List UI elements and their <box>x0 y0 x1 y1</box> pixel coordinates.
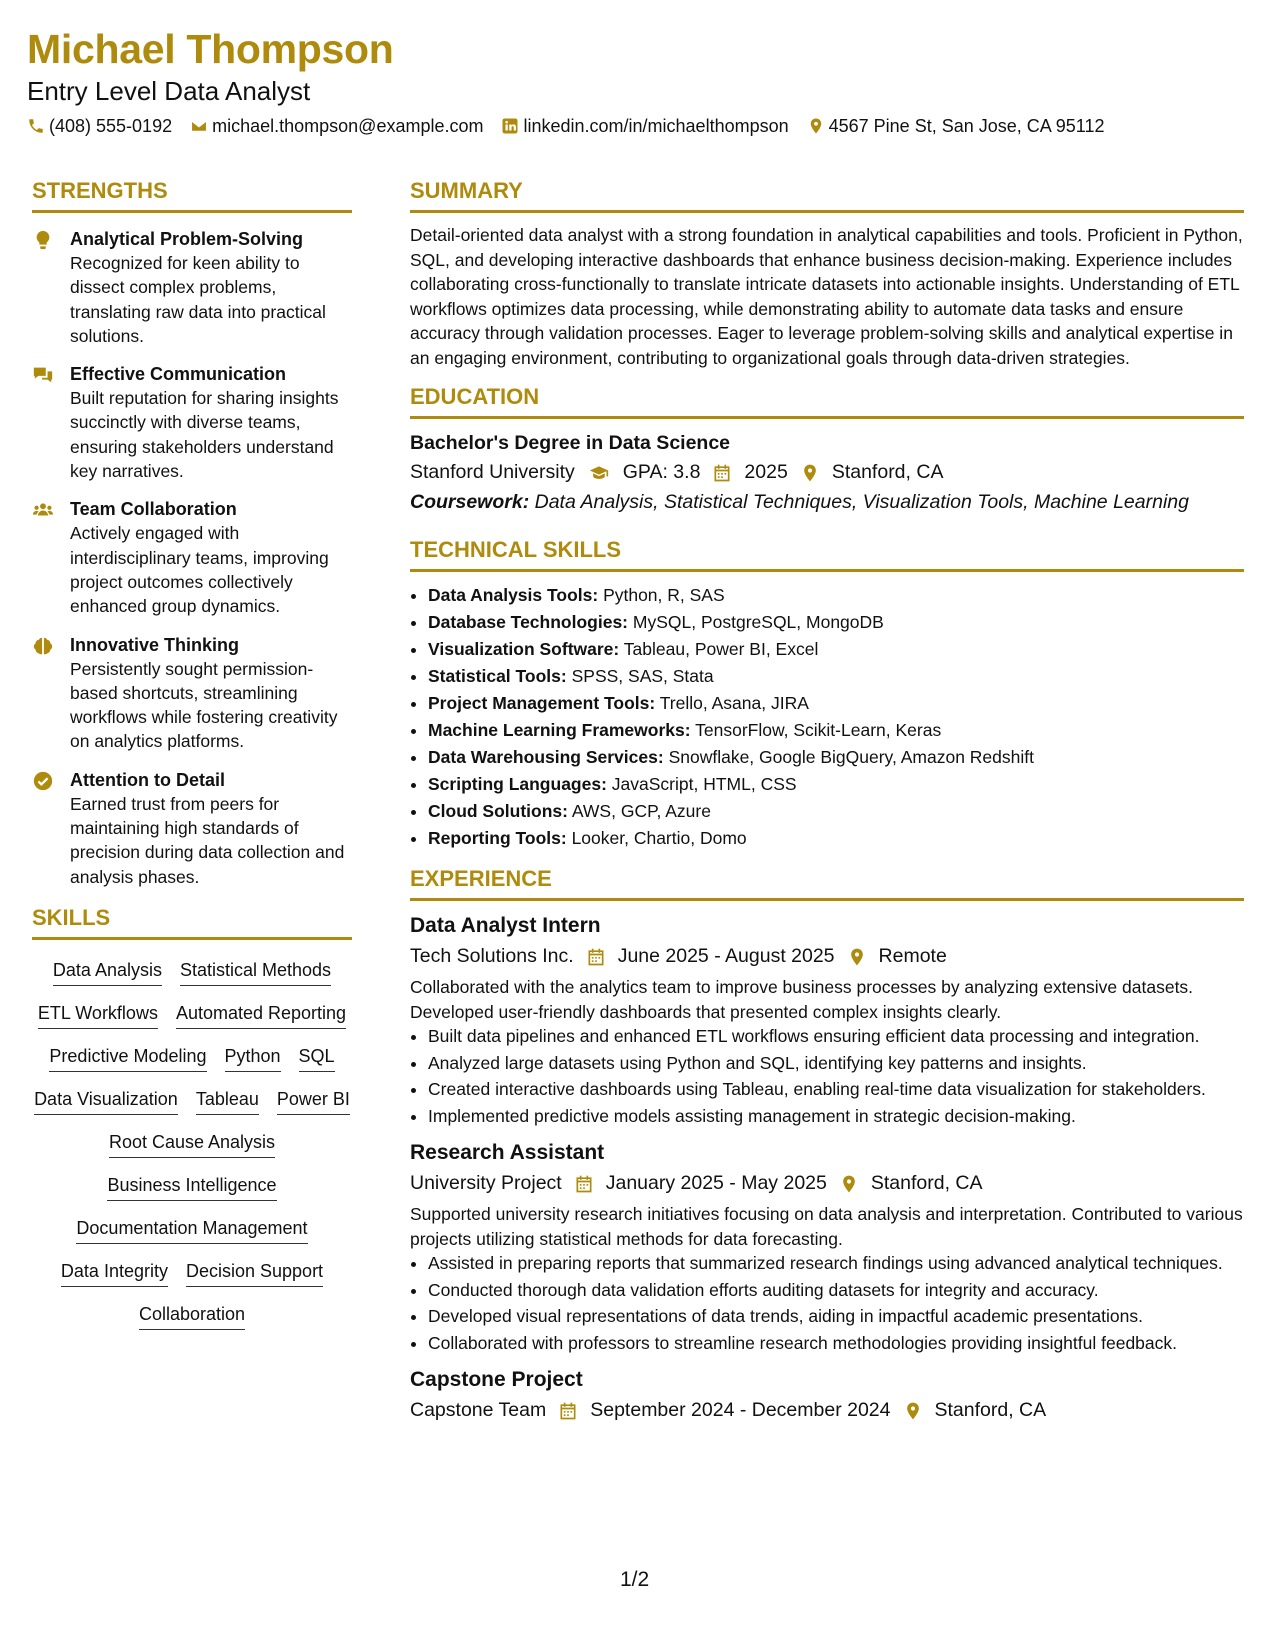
degree-title: Bachelor's Degree in Data Science <box>410 432 731 454</box>
skills-list <box>32 954 352 1330</box>
job-entry <box>410 1365 1244 1425</box>
map-pin-icon <box>839 1174 859 1194</box>
tech-label: Project Management Tools: <box>428 693 656 713</box>
phone-icon <box>27 117 45 135</box>
contact-linkedin[interactable] <box>501 114 788 138</box>
linkedin-link[interactable]: linkedin.com/in/michaelthompson <box>523 116 789 136</box>
list-item <box>428 771 1244 798</box>
skill-tag: Data Analysis <box>53 958 162 986</box>
strength-desc: Built reputation for sharing insights succinctly with diverse teams, ensuring stakeholders understand key narratives. <box>70 388 339 482</box>
skill-tag: Data Integrity <box>61 1259 168 1287</box>
contact-email[interactable] <box>190 114 483 138</box>
job-location: Remote <box>878 945 947 967</box>
job-location: Stanford, CA <box>934 1399 1047 1421</box>
tech-label: Reporting Tools: <box>428 828 567 848</box>
coursework-text: Data Analysis, Statistical Techniques, Visualization Tools, Machine Learning <box>534 491 1189 513</box>
candidate-name: Michael Thompson <box>27 26 394 72</box>
job-bullets <box>410 1024 1244 1128</box>
technical-skills-heading: TECHNICAL SKILLS <box>410 535 1244 572</box>
contact-phone <box>27 114 172 138</box>
skills-heading: SKILLS <box>32 903 352 940</box>
job-meta <box>410 1395 1244 1425</box>
tech-value: Snowflake, Google BigQuery, Amazon Redshift <box>668 747 1034 767</box>
skill-tag: Data Visualization <box>34 1087 178 1115</box>
skill-tag: ETL Workflows <box>38 1001 158 1029</box>
lightbulb-icon <box>32 229 54 251</box>
left-column <box>32 176 352 1330</box>
tech-value: JavaScript, HTML, CSS <box>611 774 797 794</box>
list-item <box>428 744 1244 771</box>
job-title: Data Analyst Intern <box>410 914 601 937</box>
list-item <box>428 663 1244 690</box>
map-pin-icon <box>800 463 820 483</box>
job-org: Capstone Team <box>410 1399 547 1421</box>
job-dates: June 2025 - August 2025 <box>617 945 835 967</box>
strength-title: Innovative Thinking <box>70 634 240 655</box>
summary-text: Detail-oriented data analyst with a strong foundation in analytical capabilities and tools. Proficient in Python, SQL, and developing interactive dashboards that enhance business decision-making. Experience includes collaborating cross-functionally to translate intricate datasets into actionable insights. Understanding of ETL workflows optimizes data processing, while demonstrating ability to automate data tasks and ensure accuracy through validation processes. Eager to leverage problem-solving skills and analytical expertise in an engaging environment, contributing to organizational goals through data-driven strategies. <box>410 225 1243 368</box>
job-meta <box>410 941 1244 971</box>
list-item: • Developed visual representations of data trends, aiding in impactful academic presentations. <box>428 1304 1244 1329</box>
experience-heading: EXPERIENCE <box>410 864 1244 901</box>
phone-text: (408) 555-0192 <box>49 116 173 136</box>
users-icon <box>32 499 54 521</box>
candidate-title: Entry Level Data Analyst <box>27 76 311 106</box>
graduation-cap-icon <box>587 463 611 483</box>
calendar-icon <box>712 463 732 483</box>
list-item: • Assisted in preparing reports that summarized research findings using advanced analytical techniques. <box>428 1251 1244 1276</box>
gpa-text: GPA: 3.8 <box>622 461 701 483</box>
skill-tag: Root Cause Analysis <box>109 1130 275 1158</box>
map-pin-icon <box>847 947 867 967</box>
tech-value: Trello, Asana, JIRA <box>659 693 809 713</box>
strength-item <box>32 633 352 754</box>
strength-item <box>32 362 352 483</box>
job-entry <box>410 1138 1244 1355</box>
job-title: Research Assistant <box>410 1141 605 1164</box>
strengths-heading: STRENGTHS <box>32 176 352 213</box>
strength-title: Attention to Detail <box>70 769 225 790</box>
job-org: Tech Solutions Inc. <box>410 945 574 967</box>
list-item <box>428 582 1244 609</box>
tech-label: Machine Learning Frameworks: <box>428 720 691 740</box>
school-name: Stanford University <box>410 461 575 483</box>
tech-value: Tableau, Power BI, Excel <box>623 639 819 659</box>
tech-label: Statistical Tools: <box>428 666 567 686</box>
tech-value: SPSS, SAS, Stata <box>571 666 714 686</box>
summary-heading: SUMMARY <box>410 176 1244 213</box>
education-meta <box>410 457 1244 487</box>
skill-tag: Statistical Methods <box>180 958 331 986</box>
job-meta <box>410 1168 1244 1198</box>
list-item: • Analyzed large datasets using Python and SQL, identifying key patterns and insights. <box>428 1051 1244 1076</box>
skill-tag: Business Intelligence <box>107 1173 276 1201</box>
skill-tag: Collaboration <box>139 1302 245 1330</box>
technical-skills-list <box>410 582 1244 852</box>
job-org: University Project <box>410 1172 562 1194</box>
strength-title: Effective Communication <box>70 364 287 385</box>
skill-tag: Documentation Management <box>76 1216 307 1244</box>
list-item: • Built data pipelines and enhanced ETL workflows ensuring efficient data processing and integration. <box>428 1024 1244 1049</box>
education-heading: EDUCATION <box>410 382 1244 419</box>
skill-tag: Python <box>225 1044 281 1072</box>
calendar-icon <box>574 1174 594 1194</box>
strength-title: Analytical Problem-Solving <box>70 229 304 249</box>
list-item <box>428 798 1244 825</box>
map-pin-icon <box>807 117 825 135</box>
coursework-line <box>410 487 1244 517</box>
job-dates: January 2025 - May 2025 <box>605 1172 827 1194</box>
tech-label: Data Analysis Tools: <box>428 585 599 605</box>
job-location: Stanford, CA <box>870 1172 983 1194</box>
check-circle-icon <box>32 770 54 792</box>
job-dates: September 2024 - December 2024 <box>590 1399 891 1421</box>
job-summary: Supported university research initiatives focusing on data analysis and interpretation. Contributed to various projects utilizing statistical methods for data forecasting. <box>410 1204 1243 1249</box>
contact-address <box>807 114 1105 138</box>
skill-tag: Power BI <box>277 1087 350 1115</box>
list-item: • Conducted thorough data validation efforts auditing datasets for integrity and accuracy. <box>428 1278 1244 1303</box>
skill-tag: Predictive Modeling <box>49 1044 206 1072</box>
job-summary: Collaborated with the analytics team to improve business processes by analyzing extensive datasets. Developed user-friendly dashboards that presented complex insights clearly. <box>410 977 1194 1022</box>
tech-label: Database Technologies: <box>428 612 629 632</box>
tech-value: MySQL, PostgreSQL, MongoDB <box>632 612 884 632</box>
skill-tag: Automated Reporting <box>176 1001 346 1029</box>
coursework-label: Coursework: <box>410 491 530 513</box>
tech-value: TensorFlow, Scikit-Learn, Keras <box>695 720 942 740</box>
contact-bar <box>27 114 1257 138</box>
tech-label: Scripting Languages: <box>428 774 607 794</box>
skill-tag: SQL <box>299 1044 335 1072</box>
brain-icon <box>32 635 54 657</box>
resume-header <box>27 22 1257 138</box>
strengths-list <box>32 227 352 889</box>
email-link[interactable]: michael.thompson@example.com <box>212 116 484 136</box>
list-item: • Implemented predictive models assisting management in strategic decision-making. <box>428 1104 1244 1129</box>
strength-item <box>32 768 352 889</box>
page-number: 1/2 <box>620 1568 650 1591</box>
list-item <box>428 825 1244 852</box>
strength-title: Team Collaboration <box>70 499 237 520</box>
strength-desc: Recognized for keen ability to dissect complex problems, translating raw data into practical solutions. <box>70 253 326 346</box>
list-item <box>428 717 1244 744</box>
skill-tag: Decision Support <box>186 1259 323 1287</box>
tech-value: AWS, GCP, Azure <box>571 801 711 821</box>
list-item <box>428 690 1244 717</box>
strength-desc: Actively engaged with interdisciplinary teams, improving project outcomes collectively enhanced group dynamics. <box>70 523 329 617</box>
list-item: • Collaborated with professors to streamline research methodologies providing insightful feedback. <box>428 1331 1244 1356</box>
strength-item <box>32 497 352 618</box>
tech-label: Cloud Solutions: <box>428 801 568 821</box>
envelope-icon <box>190 117 208 135</box>
graduation-year: 2025 <box>744 461 788 483</box>
job-entry <box>410 911 1244 1128</box>
strength-desc: Persistently sought permission-based shortcuts, streamlining workflows while fostering creativity on analytics platforms. <box>70 658 338 752</box>
education-location: Stanford, CA <box>831 461 944 483</box>
job-title: Capstone Project <box>410 1368 583 1391</box>
calendar-icon <box>558 1401 578 1421</box>
calendar-icon <box>586 947 606 967</box>
tech-label: Visualization Software: <box>428 639 620 659</box>
list-item <box>428 609 1244 636</box>
tech-label: Data Warehousing Services: <box>428 747 664 767</box>
skill-tag: Tableau <box>196 1087 259 1115</box>
strength-desc: Earned trust from peers for maintaining high standards of precision during data collection and analysis phases. <box>70 793 345 887</box>
address-text: 4567 Pine St, San Jose, CA 95112 <box>828 116 1105 136</box>
list-item: • Created interactive dashboards using Tableau, enabling real-time data visualization for stakeholders. <box>428 1077 1244 1102</box>
map-pin-icon <box>903 1401 923 1421</box>
comments-icon <box>32 364 54 386</box>
tech-value: Python, R, SAS <box>603 585 725 605</box>
right-column <box>410 176 1244 1425</box>
tech-value: Looker, Chartio, Domo <box>571 828 747 848</box>
linkedin-icon <box>501 117 519 135</box>
list-item <box>428 636 1244 663</box>
job-bullets <box>410 1251 1244 1355</box>
strength-item <box>32 227 352 348</box>
